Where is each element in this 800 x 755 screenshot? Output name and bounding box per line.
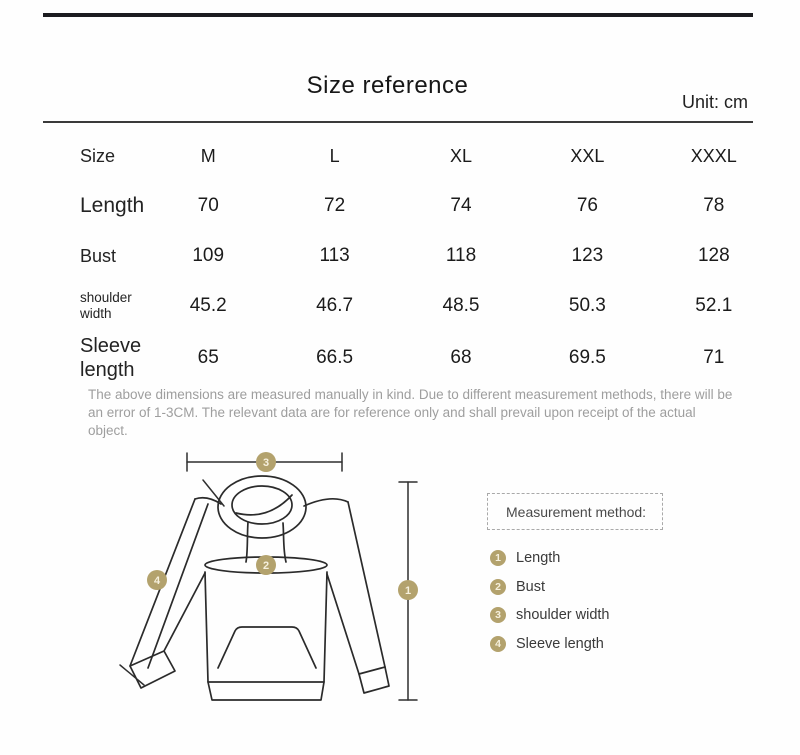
row-label: shoulder width <box>80 290 132 321</box>
marker-3-shoulder <box>256 452 276 472</box>
shoulder-cell: 52.1 <box>695 295 733 316</box>
sleeve-cell: 71 <box>703 347 725 368</box>
legend-label: Bust <box>516 578 546 595</box>
length-cell: 76 <box>576 195 598 216</box>
top-divider-thick <box>43 13 753 17</box>
sleeve-measure-tick <box>120 665 144 685</box>
hood-outline <box>218 476 306 538</box>
measurement-method-box <box>487 493 663 530</box>
page-title: Size reference <box>306 72 469 99</box>
shoulder-left <box>195 498 221 504</box>
size-cell: XXXL <box>690 145 737 166</box>
size-cell: XXL <box>570 145 605 166</box>
shoulder-right <box>304 499 348 506</box>
legend-item-sleeve-length <box>490 636 610 652</box>
length-cell: 70 <box>197 195 219 216</box>
length-cell: 74 <box>450 195 472 216</box>
legend-label: Length <box>516 550 561 566</box>
bust-cell: 128 <box>697 245 730 266</box>
legend-badge-4: 4 <box>490 636 506 652</box>
table-row-length <box>43 182 777 230</box>
size-cell: L <box>329 145 340 166</box>
marker-1-length <box>398 580 418 600</box>
sleeve-cell: 68 <box>450 347 472 368</box>
legend-label: Sleeve length <box>516 635 604 652</box>
bust-cell: 109 <box>192 245 225 266</box>
disclaimer-text: The above dimensions are measured manually in kind. Due to different measurement methods, there will be an error of 1-3CM. The relevant data are for reference only and shall prevail upon receipt of the actual object. <box>88 387 733 438</box>
header-divider <box>43 121 753 123</box>
table-row-shoulder-width <box>43 282 777 330</box>
svg-text:2: 2 <box>262 560 270 572</box>
legend-badge-2: 2 <box>490 579 506 595</box>
hoodie-measurement-diagram <box>108 438 428 728</box>
row-label: Length <box>80 194 145 217</box>
marker-4-sleeve <box>147 570 167 590</box>
legend-badge-1: 1 <box>490 550 506 566</box>
table-row-size <box>43 130 777 182</box>
legend-item-shoulder-width <box>490 607 610 623</box>
row-label: Sleeve length <box>80 335 142 381</box>
svg-text:3: 3 <box>262 457 270 469</box>
legend-badge-3: 3 <box>490 607 506 623</box>
legend-label: shoulder width <box>516 607 610 623</box>
svg-text:1: 1 <box>404 585 412 597</box>
table-row-sleeve-length <box>43 330 777 386</box>
drawstring-right <box>283 523 286 562</box>
size-cell: XL <box>449 145 472 166</box>
drawstring-left <box>246 522 248 562</box>
bust-cell: 118 <box>445 245 477 266</box>
bust-cell: 123 <box>571 245 604 266</box>
marker-2-bust <box>256 555 276 575</box>
size-table <box>43 130 777 386</box>
legend-item-bust <box>490 579 610 595</box>
unit-label: Unit: cm <box>681 92 748 112</box>
length-cell: 78 <box>703 195 725 216</box>
row-label: Bust <box>80 245 117 266</box>
size-cell: M <box>200 145 216 166</box>
pocket-outline <box>218 627 316 668</box>
bust-cell: 113 <box>319 245 350 266</box>
sleeve-cell: 65 <box>197 347 219 368</box>
row-label: Size <box>80 145 116 166</box>
shoulder-cell: 45.2 <box>189 295 227 316</box>
measurement-legend <box>490 550 610 664</box>
shoulder-cell: 46.7 <box>316 295 354 316</box>
svg-text:4: 4 <box>153 575 161 587</box>
body-outline <box>205 557 327 700</box>
sleeve-cell: 69.5 <box>568 347 606 368</box>
sleeve-right <box>327 502 389 693</box>
shoulder-cell: 50.3 <box>568 295 606 316</box>
shoulder-cell: 48.5 <box>442 295 480 316</box>
table-row-bust <box>43 230 777 282</box>
legend-item-length <box>490 550 610 566</box>
length-cell: 72 <box>324 195 346 216</box>
measurement-method-title: Measurement method: <box>506 503 647 520</box>
sleeve-left <box>130 499 208 688</box>
sleeve-cell: 66.5 <box>316 347 354 368</box>
